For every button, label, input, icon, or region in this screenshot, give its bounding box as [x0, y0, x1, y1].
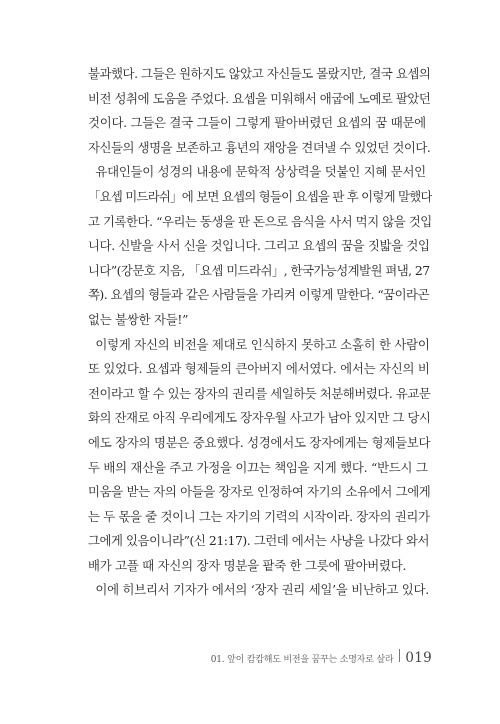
text-line: 없는 불쌍한 자들!” — [88, 311, 189, 327]
text-line: 그에게 있음이니라”(신 21:17). 그런데 에서는 사냥을 나갔다 와서 — [88, 533, 429, 549]
text-line: 것이다. 그들은 결국 그들이 그렇게 팔아버렸던 요셉의 꿈 때문에 — [88, 115, 426, 131]
text-line: 에도 장자의 명분은 중요했다. 성경에서도 장자에게는 형제들보다 — [88, 434, 431, 450]
text-line: 배가 고플 때 자신의 장자 명분을 팥죽 한 그릇에 팔아버렸다. — [88, 557, 407, 573]
text-line: 전이라고 할 수 있는 장자의 권리를 세일하듯 처분해버렸다. 유교문 — [88, 385, 431, 401]
body-text — [88, 62, 432, 603]
text-line: 고 기록한다. “우리는 동생을 판 돈으로 음식을 사서 먹지 않을 것입 — [88, 213, 432, 229]
text-line: 화의 잔재로 아직 우리에게도 장자우월 사고가 남아 있지만 그 당시 — [88, 410, 431, 426]
text-line: 「요셉 미드라쉬」에 보면 요셉의 형들이 요셉을 판 후 이렇게 말했다 — [88, 188, 432, 204]
page-footer — [0, 650, 432, 666]
page-number: 019 — [405, 650, 432, 666]
running-chapter-title: 01. 앞이 캄캄해도 비전을 꿈꾸는 소명자로 살라 — [210, 654, 394, 665]
text-line: 니다”(강문호 지음, 「요셉 미드라쉬」, 한국가능성계발원 펴냄, 27 — [88, 262, 430, 278]
text-line: 불과했다. 그들은 원하지도 않았고 자신들도 몰랐지만, 결국 요셉의 — [88, 66, 431, 81]
text-line: 이렇게 자신의 비전을 제대로 인식하지 못하고 소홀히 한 사람이 — [88, 336, 430, 352]
text-line: 두 배의 재산을 주고 가정을 이끄는 책임을 지게 했다. “반드시 그 — [88, 459, 428, 475]
text-line: 는 두 몫을 줄 것이니 그는 자기의 기력의 시작이라. 장자의 권리가 — [88, 508, 430, 524]
text-line: 미움을 받는 자의 아들을 장자로 인정하여 자기의 소유에서 그에게 — [88, 484, 431, 500]
text-line: 쪽). 요셉의 형들과 같은 사람들을 가리켜 이렇게 말한다. “꿈이라곤 — [88, 287, 429, 303]
text-line: 니다. 신발을 사서 신을 것입니다. 그리고 요셉의 꿈을 짓밟을 것입 — [88, 238, 430, 254]
text-line: 유대인들이 성경의 내용에 문학적 상상력을 덧붙인 지혜 문서인 — [88, 164, 426, 180]
text-line: 비전 성취에 도움을 주었다. 요셉을 미워해서 애굽에 노예로 팔았던 — [88, 90, 431, 106]
text-line: 자신들의 생명을 보존하고 흉년의 재앙을 견뎌낼 수 있었던 것이다. — [88, 139, 431, 155]
text-line: 또 있었다. 요셉과 형제들의 큰아버지 에서였다. 에서는 자신의 비 — [88, 361, 430, 377]
text-line: 이에 히브리서 기자가 에서의 ‘장자 권리 세일’을 비난하고 있다. — [88, 582, 429, 598]
footer-divider — [399, 649, 400, 662]
